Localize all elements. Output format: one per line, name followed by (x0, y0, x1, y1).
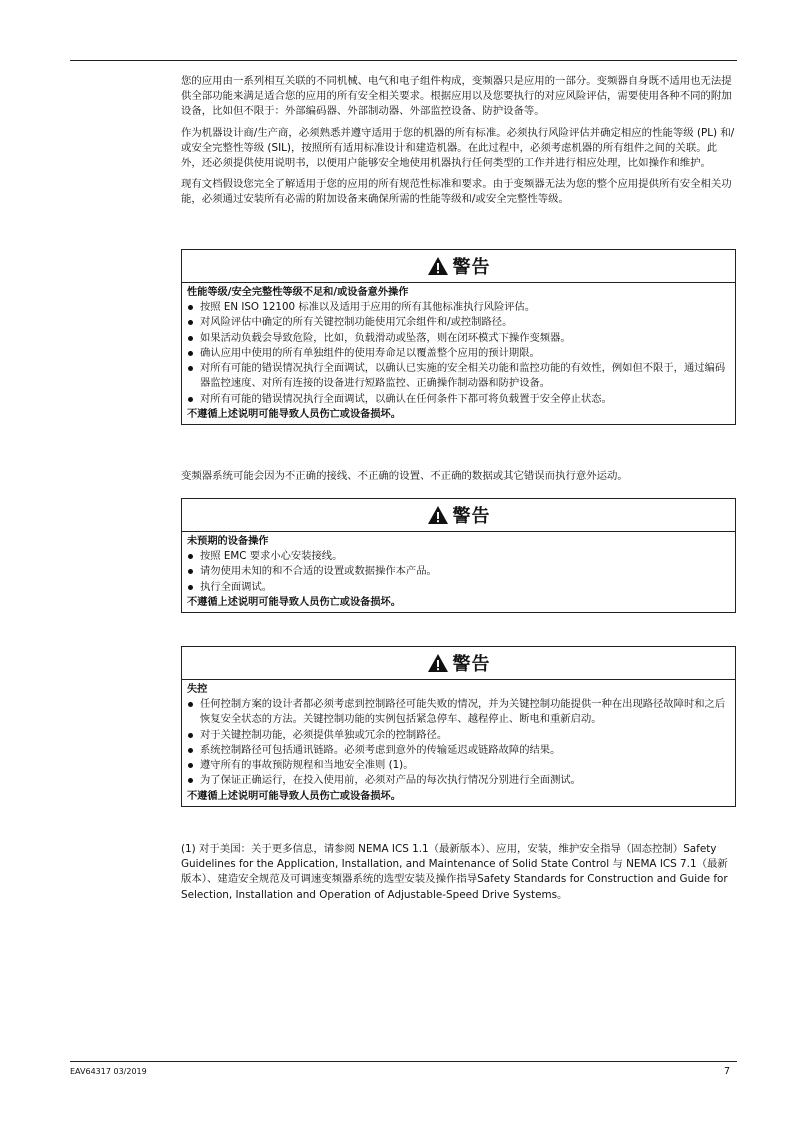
warning-triangle-icon (427, 505, 449, 525)
list-item: 按照 EMC 要求小心安装接线。 (187, 549, 729, 564)
warning-label: 警告 (452, 654, 491, 675)
list-item: 对所有可能的错误情况执行全面调试，以确认已实施的安全相关功能和监控功能的有效性，例如但不限于，通过编码器监控速度、对所有连接的设备进行短路监控、正确操作制动器和防护设备。 (187, 361, 729, 392)
list-item: 对于关键控制功能，必须提供单独或冗余的控制路径。 (187, 728, 729, 743)
warning-label: 警告 (452, 257, 491, 278)
intro-section (181, 74, 737, 208)
footer-rule (70, 1061, 737, 1062)
warning-box-performance-level (181, 249, 736, 425)
list-item: 执行全面调试。 (187, 580, 729, 595)
list-item: 对所有可能的错误情况执行全面调试，以确认在任何条件下都可将负载置于安全停止状态。 (187, 392, 729, 407)
list-item: 为了保证正确运行，在投入使用前，必须对产品的每次执行情况分别进行全面测试。 (187, 773, 729, 788)
list-item: 系统控制路径可包括通讯链路。必须考虑到意外的传输延迟或链路故障的结果。 (187, 743, 729, 758)
intro-paragraph-2: 作为机器设计商/生产商，必须熟悉并遵守适用于您的机器的所有标准。必须执行风险评估并确定相应的性能等级 (PL) 和/或安全完整性等级 (SIL)，按照所有适用标准设计和建造机器。在此过程中，必须考虑机器的所有组件之间的关联。此外，还必须提供使用说明书，以便用户能够安全地使用机器执行任何类型的工作并进行相应处理，比如操作和维护。 (181, 126, 735, 170)
warning-content (182, 283, 735, 424)
warning-title: 性能等级/安全完整性等级不足和/或设备意外操作 (187, 287, 409, 298)
list-item: 遵守所有的事故预防规程和当地安全准则 (1)。 (187, 758, 729, 773)
warning-list (187, 300, 729, 407)
warning-triangle-icon (427, 256, 449, 276)
mid-section (181, 469, 737, 484)
header-rule (70, 60, 737, 61)
warning-title: 未预期的设备操作 (187, 536, 269, 547)
intro-paragraph-1: 您的应用由一系列相互关联的不同机械、电气和电子组件构成，变频器只是应用的一部分。变频器自身既不适用也无法提供全部功能来满足适合您的应用的所有安全相关要求。根据应用以及您要执行的对应风险评估，需要使用各种不同的附加设备，比如但不限于：外部编码器、外部制动器、外部监控设备、防护设备等。 (181, 75, 732, 118)
list-item: 按照 EN ISO 12100 标准以及适用于应用的所有其他标准执行风险评估。 (187, 300, 729, 315)
list-item: 请勿使用未知的和不合适的设置或数据操作本产品。 (187, 564, 729, 579)
warning-box-loss-of-control (181, 646, 736, 807)
footnote: (1) 对于美国：关于更多信息，请参阅 NEMA ICS 1.1（最新版本）、应用，安装，维护安全指导（固态控制）Safety Guidelines for the Application, Installation, and Maintenance of Solid State Control 与 NEMA ICS 7.1（最新版本）、建造安全规范及可调速变频器系统的选型安装及操作指导Safety Standards for Construction and Guide for Selection, Installation and Operation of Adjustable-Speed Drive Systems。 (181, 843, 728, 901)
page-number: 7 (724, 1066, 731, 1077)
warning-content (182, 680, 735, 806)
warning-header (182, 250, 735, 283)
warning-header (182, 647, 735, 680)
warning-content (182, 532, 735, 612)
list-item: 如果活动负载会导致危险，比如，负载滑动或坠落，则在闭环模式下操作变频器。 (187, 331, 729, 346)
mid-paragraph: 变频器系统可能会因为不正确的接线、不正确的设置、不正确的数据或其它错误而执行意外运动。 (181, 470, 628, 482)
warning-footer: 不遵循上述说明可能导致人员伤亡或设备损坏。 (187, 596, 401, 608)
footnote-section (181, 842, 737, 903)
warning-footer: 不遵循上述说明可能导致人员伤亡或设备损坏。 (187, 409, 401, 421)
list-item: 任何控制方案的设计者都必须考虑到控制路径可能失败的情况，并为关键控制功能提供一种在出现路径故障时和之后恢复安全状态的方法。关键控制功能的实例包括紧急停车、越程停止、断电和重新启动。 (187, 697, 729, 728)
warning-title: 失控 (187, 684, 208, 695)
warning-list (187, 697, 729, 789)
intro-paragraph-3: 现有文档假设您完全了解适用于您的应用的所有规范性标准和要求。由于变频器无法为您的整个应用提供所有安全相关功能，必须通过安装所有必需的附加设备来确保所需的性能等级和/或安全完整性等级。 (181, 178, 732, 206)
warning-footer: 不遵循上述说明可能导致人员伤亡或设备损坏。 (187, 790, 401, 802)
warning-label: 警告 (452, 506, 491, 527)
warning-list (187, 549, 729, 595)
warning-box-unexpected-operation (181, 498, 736, 613)
document-reference: EAV64317 03/2019 (70, 1067, 147, 1076)
list-item: 对风险评估中确定的所有关键控制功能使用冗余组件和/或控制路径。 (187, 315, 729, 330)
warning-triangle-icon (427, 653, 449, 673)
warning-header (182, 499, 735, 532)
list-item: 确认应用中使用的所有单独组件的使用寿命足以覆盖整个应用的预计期限。 (187, 346, 729, 361)
